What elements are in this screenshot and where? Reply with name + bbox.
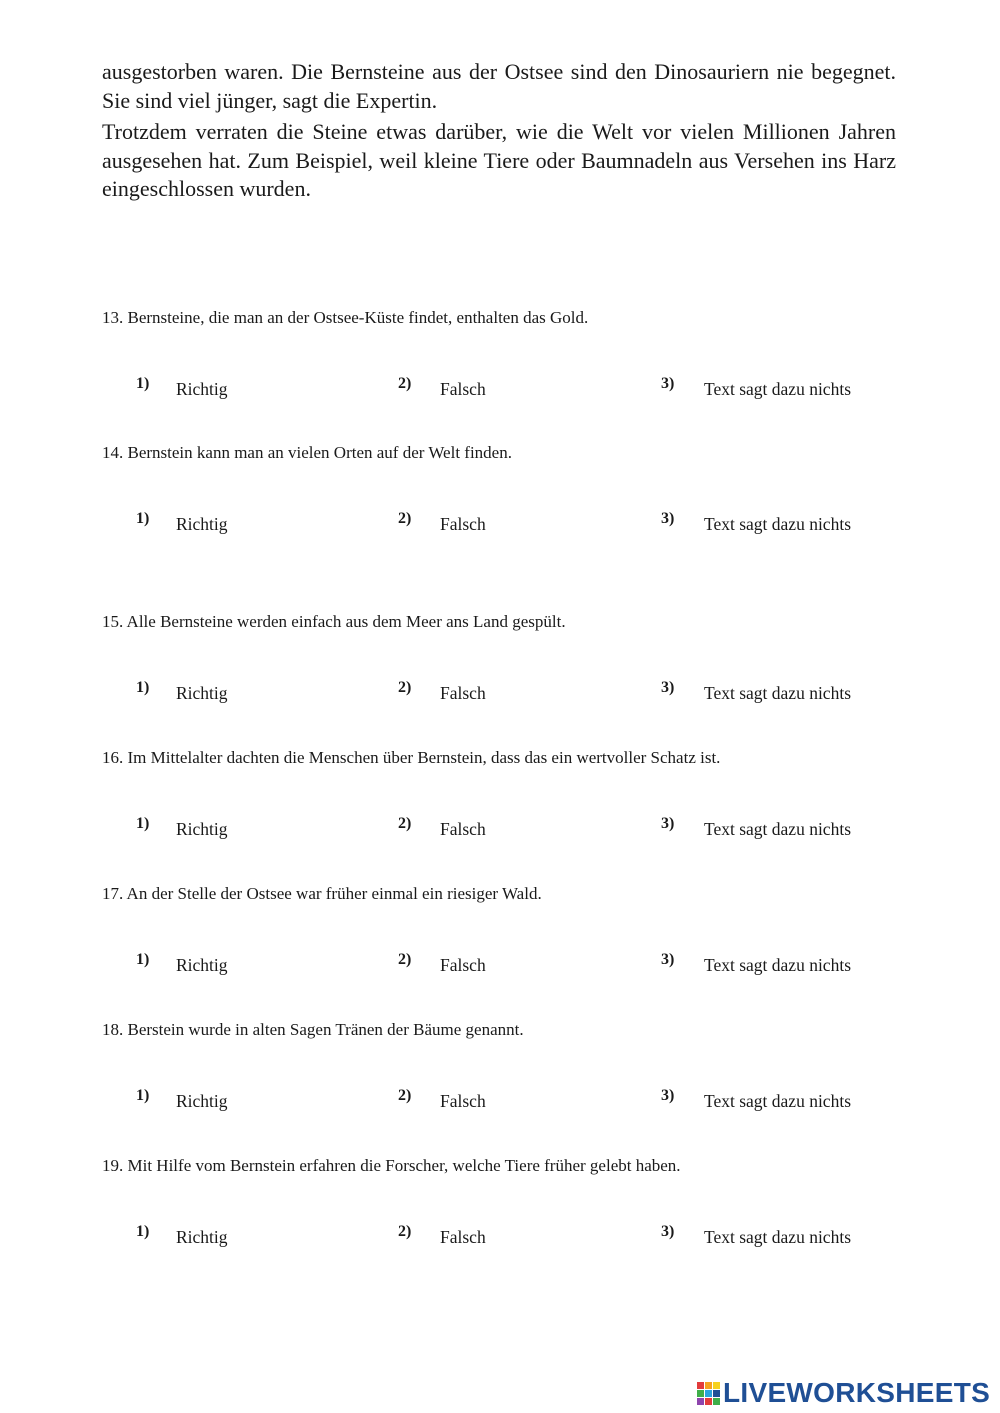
option-3-label[interactable]: Text sagt dazu nichts: [704, 1227, 851, 1247]
option-2-label[interactable]: Falsch: [440, 514, 486, 534]
option-number: 2): [398, 510, 412, 527]
option-2-label[interactable]: Falsch: [440, 1091, 486, 1111]
logo-square: [705, 1390, 712, 1397]
question-text: 13. Bernsteine, die man an der Ostsee-Küste findet, enthalten das Gold.: [102, 308, 589, 327]
logo-square: [713, 1382, 720, 1389]
option-number: 1): [136, 1223, 150, 1240]
liveworksheets-logo-text: LIVEWORKSHEETS: [723, 1377, 991, 1408]
option-number: 2): [398, 815, 412, 832]
logo-square: [697, 1382, 704, 1389]
option-number: 3): [661, 375, 675, 392]
question-text: 19. Mit Hilfe vom Bernstein erfahren die Forscher, welche Tiere früher gelebt haben.: [102, 1156, 681, 1175]
logo-square: [705, 1382, 712, 1389]
option-1-label[interactable]: Richtig: [176, 1091, 228, 1111]
option-1-label[interactable]: Richtig: [176, 514, 228, 534]
question-text: 18. Berstein wurde in alten Sagen Tränen der Bäume genannt.: [102, 1020, 524, 1039]
intro-paragraph: ausgestorben waren. Die Bernsteine aus der Ostsee sind den Dinosauriern nie begegnet. Sie sind viel jünger, sagt die Expertin.: [102, 59, 896, 113]
option-number: 1): [136, 951, 150, 968]
option-3-label[interactable]: Text sagt dazu nichts: [704, 955, 851, 975]
option-1-label[interactable]: Richtig: [176, 955, 228, 975]
option-number: 2): [398, 1223, 412, 1240]
logo-square: [713, 1390, 720, 1397]
option-3-label[interactable]: Text sagt dazu nichts: [704, 379, 851, 399]
option-number: 1): [136, 679, 150, 696]
logo-square: [697, 1390, 704, 1397]
liveworksheets-logo: [697, 1377, 990, 1409]
option-number: 1): [136, 1087, 150, 1104]
option-2-label[interactable]: Falsch: [440, 379, 486, 399]
intro-paragraph: Trotzdem verraten die Steine etwas darüber, wie die Welt vor vielen Millionen Jahren ausgesehen hat. Zum Beispiel, weil kleine Tiere oder Baumnadeln aus Versehen ins Harz eingeschlossen wurden.: [102, 119, 896, 201]
option-number: 3): [661, 1087, 675, 1104]
option-number: 1): [136, 375, 150, 392]
option-1-label[interactable]: Richtig: [176, 379, 228, 399]
option-2-label[interactable]: Falsch: [440, 955, 486, 975]
option-number: 2): [398, 679, 412, 696]
logo-square: [697, 1398, 704, 1405]
question-text: 15. Alle Bernsteine werden einfach aus dem Meer ans Land gespült.: [102, 612, 566, 631]
option-1-label[interactable]: Richtig: [176, 1227, 228, 1247]
option-number: 3): [661, 679, 675, 696]
option-number: 1): [136, 815, 150, 832]
option-1-label[interactable]: Richtig: [176, 683, 228, 703]
option-2-label[interactable]: Falsch: [440, 1227, 486, 1247]
question-text: 16. Im Mittelalter dachten die Menschen über Bernstein, dass das ein wertvoller Schatz ist.: [102, 748, 721, 767]
option-number: 1): [136, 510, 150, 527]
option-number: 3): [661, 951, 675, 968]
liveworksheets-logo-icon: [697, 1382, 720, 1405]
option-3-label[interactable]: Text sagt dazu nichts: [704, 1091, 851, 1111]
option-3-label[interactable]: Text sagt dazu nichts: [704, 683, 851, 703]
logo-square: [713, 1398, 720, 1405]
question-text: 14. Bernstein kann man an vielen Orten auf der Welt finden.: [102, 443, 512, 462]
option-3-label[interactable]: Text sagt dazu nichts: [704, 514, 851, 534]
option-number: 2): [398, 951, 412, 968]
logo-square: [705, 1398, 712, 1405]
option-2-label[interactable]: Falsch: [440, 819, 486, 839]
option-1-label[interactable]: Richtig: [176, 819, 228, 839]
option-number: 2): [398, 1087, 412, 1104]
question-text: 17. An der Stelle der Ostsee war früher einmal ein riesiger Wald.: [102, 884, 542, 903]
option-3-label[interactable]: Text sagt dazu nichts: [704, 819, 851, 839]
option-number: 3): [661, 510, 675, 527]
option-number: 3): [661, 1223, 675, 1240]
intro-text: [102, 58, 896, 207]
option-number: 2): [398, 375, 412, 392]
option-number: 3): [661, 815, 675, 832]
option-2-label[interactable]: Falsch: [440, 683, 486, 703]
